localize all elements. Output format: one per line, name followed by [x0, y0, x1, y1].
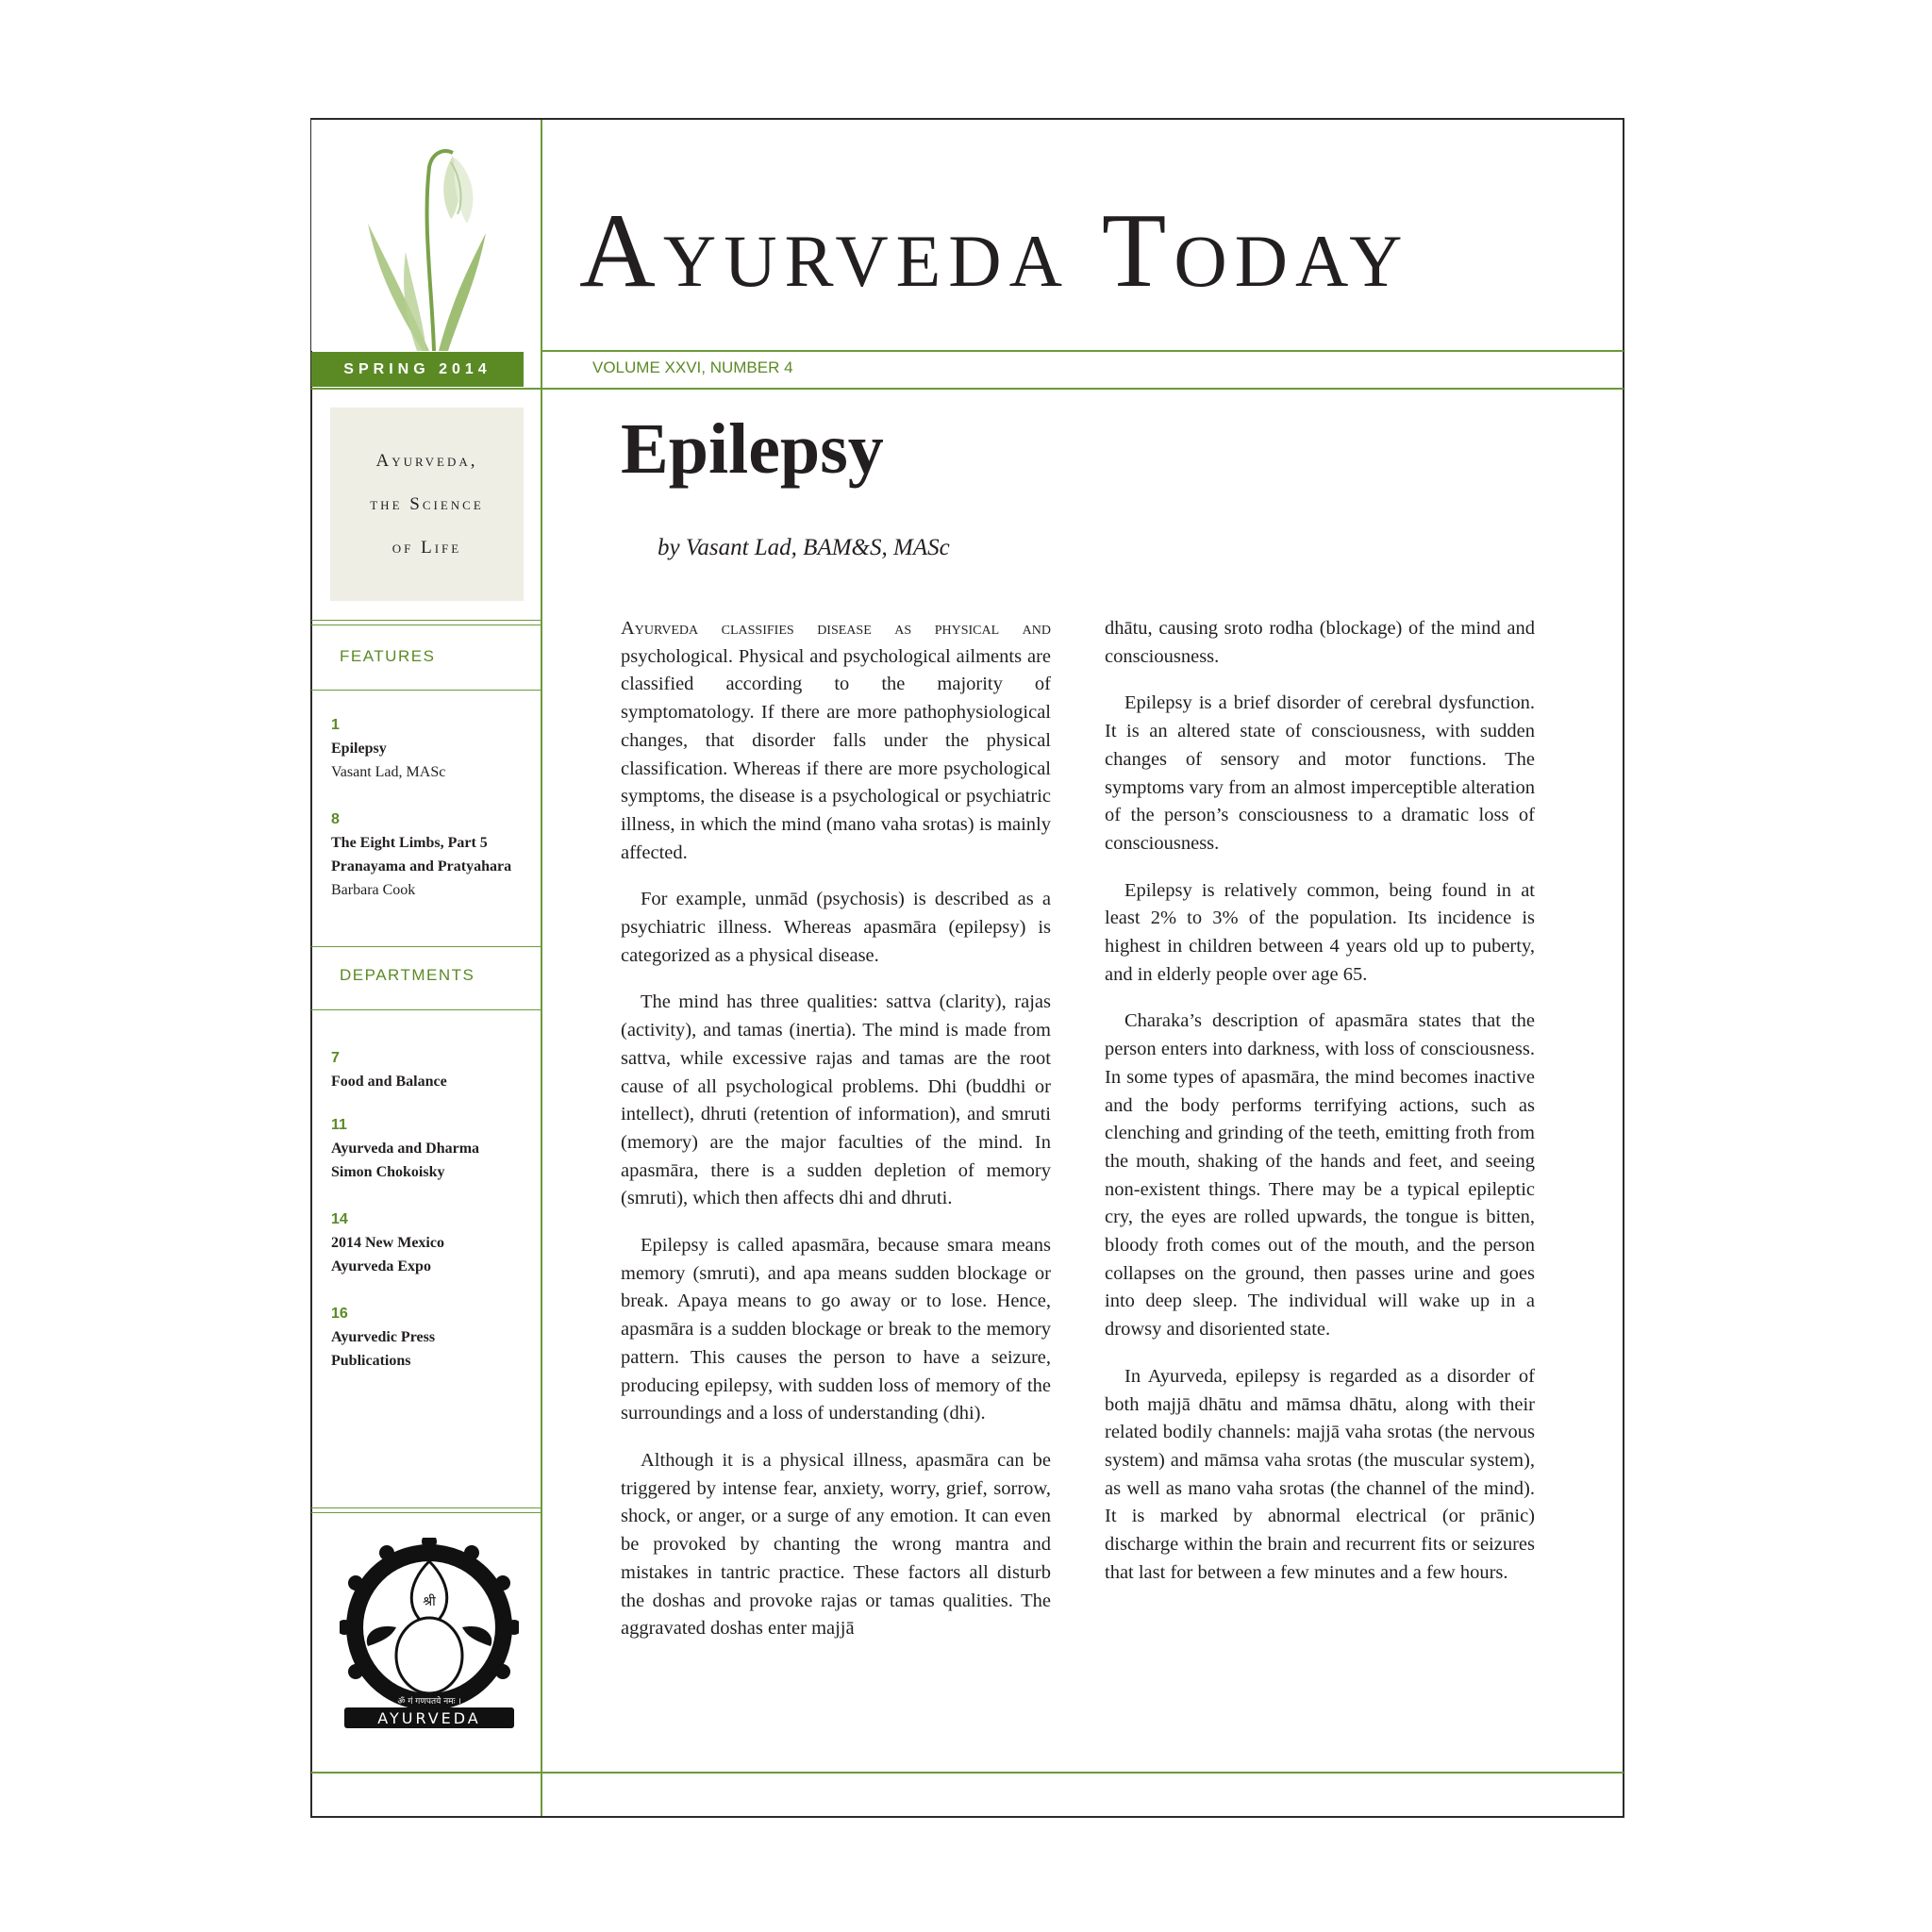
publication-title: Ayurveda Today — [579, 192, 1410, 309]
departments-rule-bottom — [311, 1009, 541, 1010]
article-column-1 — [621, 615, 1051, 1662]
paragraph: In Ayurveda, epilepsy is regarded as a disorder of both majjā dhātu and māmsa dhātu, along with their related bodily channels: majjā vaha srotas (the nervous system) and māmsa vaha srotas (the muscular system), as well as mano vaha srotas (the channel of the mind). It is marked by abnormal electrical (or prānic) discharge within the brain and recurrent fits or seizures that last for between a few minutes and a few hours. — [1105, 1365, 1535, 1583]
toc-page-number: 1 — [331, 717, 340, 733]
logo-rule-top — [311, 1507, 541, 1508]
toc-feature-1[interactable] — [331, 713, 445, 784]
toc-page-number: 11 — [331, 1117, 347, 1133]
tagline-line-3: of Life — [391, 537, 462, 558]
paragraph: Charaka’s description of apasmāra states that the person enters into darkness, with loss of consciousness. In some types of apasmāra, the mind becomes inactive and the body performs terrifying actions, such as clenching and grinding of the teeth, emitting froth from the mouth, shaking of the hands and feet, and seeing non-existent things. There may be a typical epileptic cry, the eyes are rolled upwards, the tongue is bitten, bloody froth comes out of the mouth, and the person collapses on the ground, then passes urine and goes into deep sleep. The individual will wake up in a drowsy and disoriented state. — [1105, 1010, 1535, 1341]
toc-dept-3[interactable] — [331, 1208, 444, 1278]
volume-issue: VOLUME XXVI, NUMBER 4 — [592, 358, 793, 376]
tagline-box — [330, 408, 524, 601]
toc-title: Ayurvedic Press — [331, 1329, 436, 1345]
toc-author: Vasant Lad, MASc — [331, 764, 446, 780]
toc-page-number: 14 — [331, 1211, 348, 1227]
departments-heading: DEPARTMENTS — [340, 966, 475, 984]
logo-banner: AYURVEDA — [377, 1709, 481, 1727]
paragraph: For example, unmād (psychosis) is described as a psychiatric illness. Whereas apasmāra (epilepsy) is categorized as a physical disease. — [621, 889, 1051, 966]
features-rule-bottom — [311, 690, 541, 691]
paragraph: Although it is a physical illness, apasmāra can be triggered by intense fear, anxiety, worry, grief, sorrow, shock, or anger, or a surge of any emotion. It can even be provoked by chanting the wrong mantra and mistakes in tantric practice. These factors all disturb the doshas and provoke rajas or tamas qualities. The aggravated doshas enter majjā — [621, 1449, 1051, 1640]
logo-rule-top2 — [311, 1512, 541, 1513]
paragraph: Epilepsy is relatively common, being found in at least 2% to 3% of the population. Its incidence is highest in children between 4 years old up to puberty, and in elderly people over age 65. — [1105, 879, 1535, 985]
paragraph: Ayurveda classifies disease as physical and psychological. Physical and psychological ailments are classified according to the majority of symptomatology. If there are more pathophysiological changes, that disorder falls under the physical classification. Whereas if there are more psychological symptoms, the disease is a psychological or psychiatric illness, in which the mind (mano vaha srotas) is mainly affected. — [621, 618, 1051, 863]
masthead-rule-bottom — [311, 388, 1624, 390]
season-label: SPRING 2014 — [311, 352, 524, 387]
toc-title: Food and Balance — [331, 1074, 447, 1090]
logo-center-mark: श्री — [423, 1594, 436, 1609]
toc-subtitle: Simon Chokoisky — [331, 1164, 445, 1180]
toc-author: Barbara Cook — [331, 882, 416, 898]
toc-page-number: 7 — [331, 1050, 340, 1066]
paragraph: Epilepsy is a brief disorder of cerebral dysfunction. It is an altered state of consciousness, with sudden changes of sensory and motor functions. The symptoms vary from an almost imperceptible alteration of the person’s consciousness to a dramatic loss of consciousness. — [1105, 692, 1535, 854]
article-column-2 — [1105, 615, 1535, 1607]
paragraph: dhātu, causing sroto rodha (blockage) of the mind and consciousness. — [1105, 618, 1535, 667]
features-rule-top — [311, 620, 541, 621]
article-byline: by Vasant Lad, BAM&S, MASc — [658, 535, 950, 560]
footer-rule — [311, 1772, 1624, 1774]
toc-page-number: 16 — [331, 1306, 348, 1322]
tagline-line-2: the Science — [370, 493, 484, 514]
toc-title: Ayurveda and Dharma — [331, 1141, 480, 1157]
toc-dept-1[interactable] — [331, 1046, 447, 1093]
features-heading: FEATURES — [340, 647, 436, 665]
masthead-rule-top — [541, 350, 1624, 352]
tagline-line-1: Ayurveda, — [375, 450, 478, 471]
paragraph: The mind has three qualities: sattva (clarity), rajas (activity), and tamas (inertia). The mind is made from sattva, while excessive rajas and tamas are the root cause of all psychological problems. Dhi (buddhi or intellect), dhruti (retention of information), and smruti (memory) are the major faculties of the mind. In apasmāra, there is a sudden depletion of memory (smruti), which then affects dhi and dhruti. — [621, 991, 1051, 1209]
toc-title: The Eight Limbs, Part 5 — [331, 835, 488, 851]
toc-title: 2014 New Mexico — [331, 1235, 444, 1251]
sidebar-divider — [541, 120, 542, 1816]
ayurveda-logo — [340, 1538, 519, 1731]
toc-dept-4[interactable] — [331, 1302, 435, 1373]
toc-subtitle: Ayurveda Expo — [331, 1258, 431, 1274]
logo-inscription: ॐ गं गणपतये नमः । — [397, 1697, 461, 1707]
departments-rule-top — [311, 946, 541, 947]
toc-title: Epilepsy — [331, 741, 387, 757]
toc-subtitle: Publications — [331, 1353, 411, 1369]
paragraph: Epilepsy is called apasmāra, because smara means memory (smruti), and apa means sudden blockage or break. Apaya means to go away or to lose. Hence, apasmāra is a sudden blockage or break to the memory pattern. This causes the person to have a seizure, producing epilepsy, with sudden loss of memory of the surroundings and a loss of understanding (dhi). — [621, 1235, 1051, 1424]
lead-in: Ayurveda classifies disease as physical and — [621, 618, 1051, 639]
toc-subtitle: Pranayama and Pratyahara — [331, 858, 512, 874]
article-title: Epilepsy — [621, 409, 884, 489]
toc-feature-2[interactable] — [331, 808, 511, 902]
toc-dept-2[interactable] — [331, 1113, 479, 1184]
toc-page-number: 8 — [331, 811, 340, 827]
snowdrop-illustration — [311, 120, 541, 351]
